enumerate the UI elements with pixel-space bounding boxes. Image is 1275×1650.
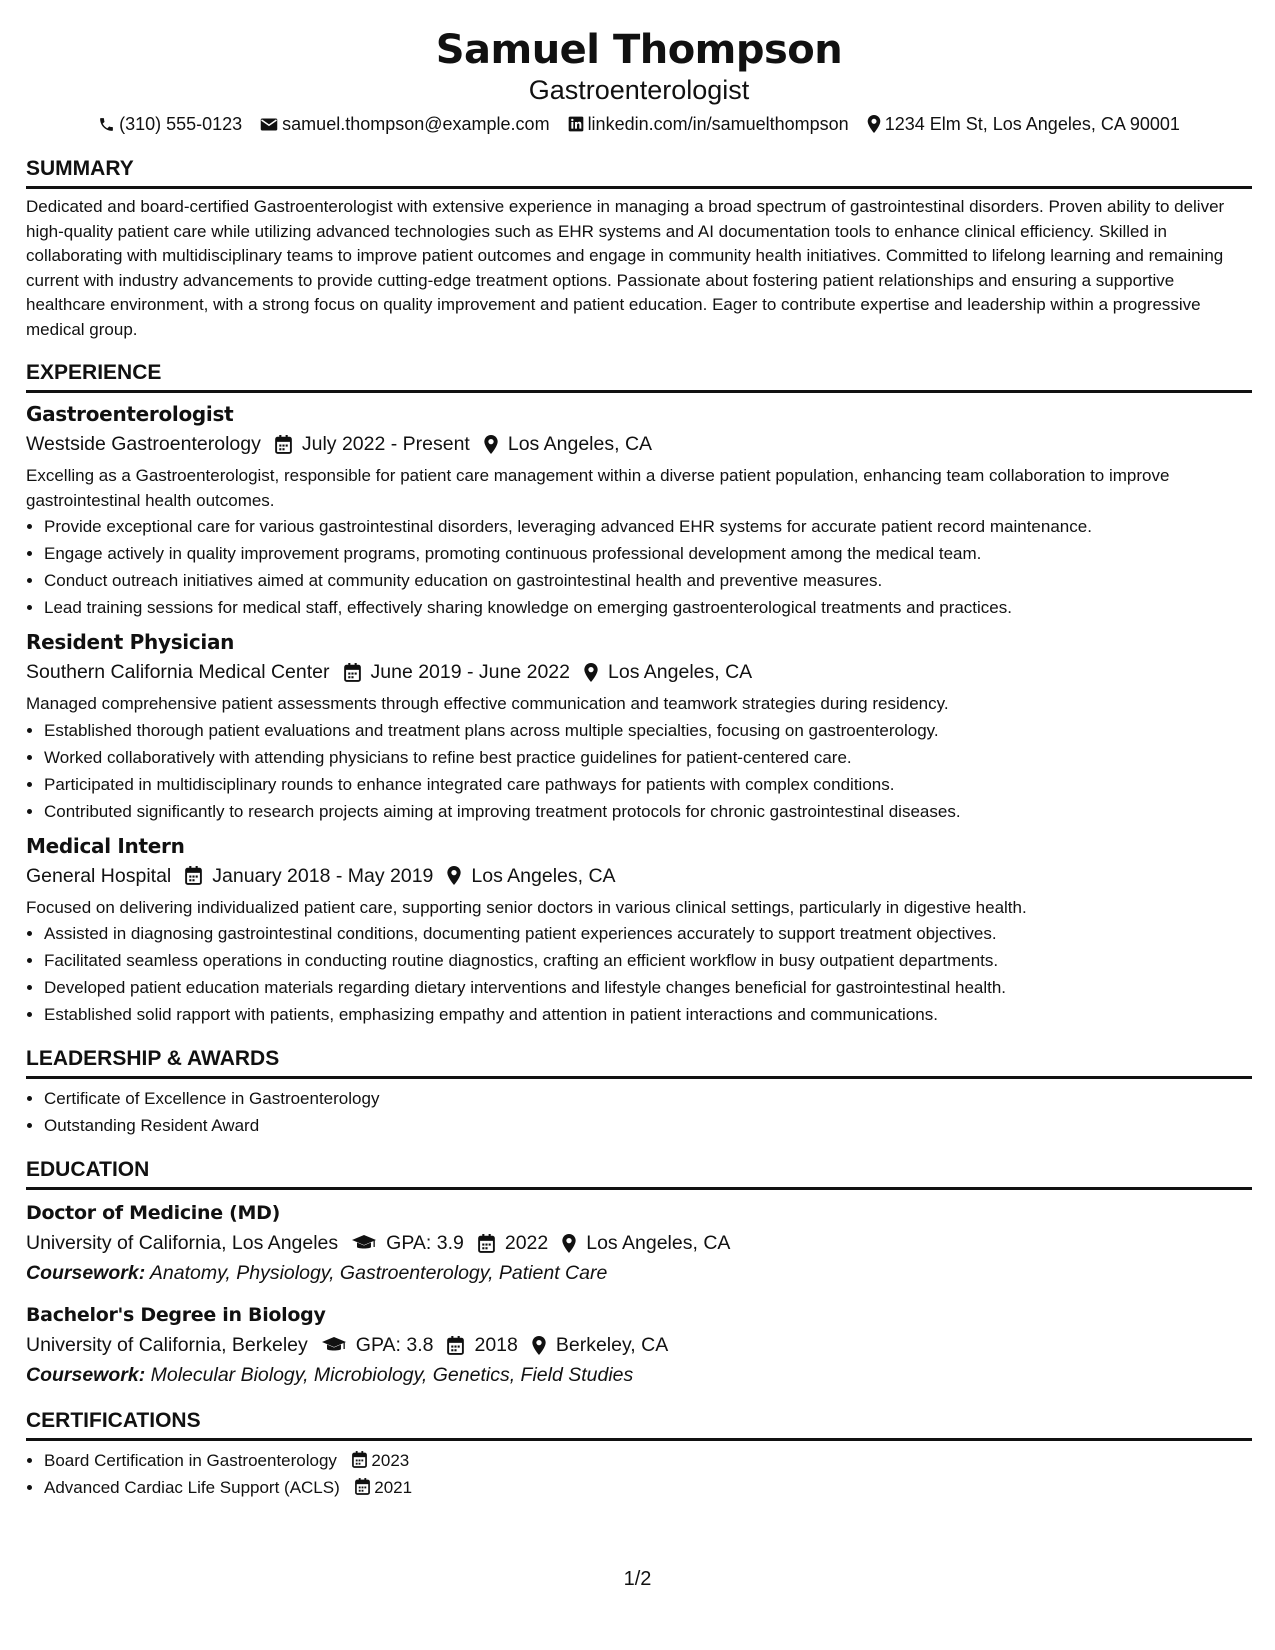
- job-meta: [26, 657, 1252, 687]
- phone-text: (310) 555-0123: [119, 114, 243, 134]
- map-marker-icon: [562, 1234, 576, 1253]
- job-description: Excelling as a Gastroenterologist, responsible for patient care management within a diverse patient population, enhancing team collaboration to improve gastrointestinal health outcomes.: [26, 466, 1170, 510]
- contact-email[interactable]: [260, 112, 549, 136]
- contact-phone: [98, 112, 242, 136]
- list-item: [44, 1447, 1252, 1474]
- map-marker-icon: [484, 435, 498, 454]
- graduation-year: 2018: [474, 1334, 518, 1356]
- job-bullets: [26, 920, 1252, 1028]
- list-item: • Contributed significantly to research projects aiming at improving treatment protocols for chronic gastrointestinal diseases.: [44, 798, 1252, 825]
- certifications-list: [26, 1447, 1252, 1501]
- list-item: • Certificate of Excellence in Gastroenterology: [44, 1085, 1252, 1112]
- contact-row: [26, 112, 1252, 136]
- gpa: GPA: 3.8: [355, 1334, 434, 1356]
- awards-section: [26, 1046, 1252, 1139]
- list-item: • Engage actively in quality improvement programs, promoting continuous professional development among the medical team.: [44, 540, 1252, 567]
- awards-list: [26, 1085, 1252, 1139]
- degree-title: Bachelor's Degree in Biology: [26, 1304, 326, 1326]
- calendar-icon: [355, 1478, 370, 1495]
- map-marker-icon: [447, 866, 461, 885]
- job-dates: July 2022 - Present: [301, 433, 470, 455]
- candidate-name: Samuel Thompson: [435, 27, 843, 73]
- list-item: • Outstanding Resident Award: [44, 1112, 1252, 1139]
- job-title: Gastroenterologist: [26, 402, 234, 426]
- education-section: [26, 1157, 1252, 1390]
- job-location: Los Angeles, CA: [471, 864, 616, 887]
- job-location: Los Angeles, CA: [507, 433, 653, 455]
- section-title-awards: LEADERSHIP & AWARDS: [26, 1046, 1252, 1079]
- job-entry: [26, 627, 1252, 825]
- coursework-list: Anatomy, Physiology, Gastroenterology, Patient Care: [149, 1262, 608, 1284]
- list-item: • Established solid rapport with patients, emphasizing empathy and attention in patient interactions and communications.: [44, 1001, 1252, 1028]
- list-item: • Conduct outreach initiatives aimed at community education on gastrointestinal health and preventive measures.: [44, 567, 1252, 594]
- job-organization: Southern California Medical Center: [26, 661, 330, 683]
- map-marker-icon: [584, 663, 598, 682]
- coursework: [26, 1258, 1252, 1288]
- education-entry: [26, 1198, 1252, 1288]
- job-dates: June 2019 - June 2022: [370, 661, 570, 683]
- summary-text: Dedicated and board-certified Gastroenterologist with extensive experience in managing a broad spectrum of gastrointestinal disorders. Proven ability to deliver high-quality patient care while utilizing advanced technologies such as EHR systems and AI documentation tools to enhance clinical efficiency. Skilled in collaborating with multidisciplinary teams to improve patient outcomes and engage in community health initiatives. Committed to lifelong learning and remaining current with industry advancements to provide cutting-edge treatment options. Passionate about fostering patient relationships and ensuring a supportive healthcare environment, with a strong focus on quality improvement and patient education. Eager to contribute expertise and leadership within a progressive medical group.: [26, 197, 1225, 339]
- calendar-icon: [478, 1234, 495, 1253]
- certifications-section: [26, 1408, 1252, 1501]
- job-description: Managed comprehensive patient assessments through effective communication and teamwork strategies during residency.: [26, 694, 949, 713]
- list-item: • Established thorough patient evaluations and treatment plans across multiple specialties, focusing on gastroenterology.: [44, 717, 1252, 744]
- list-item: • Developed patient education materials regarding dietary interventions and lifestyle changes beneficial for gastrointestinal health.: [44, 974, 1252, 1001]
- job-entry: [26, 831, 1252, 1029]
- gpa: GPA: 3.9: [386, 1232, 464, 1254]
- list-item: • Participated in multidisciplinary rounds to enhance integrated care pathways for patients with complex conditions.: [44, 771, 1252, 798]
- job-dates: January 2018 - May 2019: [212, 864, 434, 887]
- list-item: • Assisted in diagnosing gastrointestinal conditions, documenting patient experiences accurately to support treatment objectives.: [44, 920, 1252, 947]
- contact-address: [867, 112, 1180, 136]
- page-number: 1/2: [623, 1568, 652, 1590]
- calendar-icon: [344, 663, 361, 682]
- section-title-experience: EXPERIENCE: [26, 360, 1252, 393]
- calendar-icon: [185, 866, 202, 885]
- job-bullets: [26, 513, 1252, 621]
- email-text[interactable]: samuel.thompson@example.com: [282, 114, 550, 134]
- address-text: 1234 Elm St, Los Angeles, CA 90001: [884, 114, 1180, 134]
- certification-name: Advanced Cardiac Life Support (ACLS): [44, 1478, 340, 1497]
- candidate-title: Gastroenterologist: [528, 75, 750, 105]
- contact-linkedin[interactable]: [568, 112, 849, 136]
- education-meta: [26, 1228, 1252, 1258]
- job-title: Resident Physician: [26, 630, 235, 654]
- job-organization: General Hospital: [26, 864, 172, 887]
- calendar-icon: [275, 435, 292, 454]
- section-title-summary: SUMMARY: [26, 156, 1252, 189]
- linkedin-text[interactable]: linkedin.com/in/samuelthompson: [587, 114, 849, 134]
- job-description: Focused on delivering individualized patient care, supporting senior doctors in various clinical settings, particularly in digestive health.: [26, 897, 1027, 917]
- map-marker-icon: [532, 1336, 546, 1355]
- resume-header: [26, 0, 1252, 136]
- section-title-education: EDUCATION: [26, 1157, 1252, 1190]
- job-bullets: [26, 717, 1252, 825]
- phone-icon: [98, 116, 115, 133]
- degree-title: Doctor of Medicine (MD): [26, 1202, 280, 1224]
- education-entry: [26, 1300, 1252, 1390]
- list-item: • Facilitated seamless operations in conducting routine diagnostics, crafting an efficient workflow in busy outpatient departments.: [44, 947, 1252, 974]
- job-title: Medical Intern: [26, 833, 185, 858]
- school-location: Berkeley, CA: [555, 1334, 669, 1356]
- graduation-year: 2022: [504, 1232, 549, 1254]
- certification-name: Board Certification in Gastroenterology: [44, 1451, 337, 1470]
- calendar-icon: [447, 1336, 464, 1355]
- graduation-cap-icon: [322, 1337, 346, 1353]
- calendar-icon: [352, 1451, 367, 1468]
- coursework-label: Coursework:: [26, 1364, 146, 1386]
- job-meta: [26, 429, 1252, 459]
- list-item: [44, 1474, 1252, 1501]
- certification-year: 2023: [371, 1451, 410, 1470]
- resume-page: [26, 0, 1252, 1501]
- job-location: Los Angeles, CA: [608, 661, 753, 683]
- coursework-list: Molecular Biology, Microbiology, Genetics, Field Studies: [150, 1364, 634, 1386]
- certification-year: 2021: [374, 1478, 413, 1497]
- job-meta: [26, 861, 1252, 891]
- school-location: Los Angeles, CA: [586, 1232, 731, 1254]
- school-name: University of California, Los Angeles: [26, 1232, 339, 1254]
- coursework-label: Coursework:: [26, 1262, 146, 1284]
- section-title-certifications: CERTIFICATIONS: [26, 1408, 1252, 1441]
- list-item: • Lead training sessions for medical staff, effectively sharing knowledge on emerging gastroenterological treatments and practices.: [44, 594, 1252, 621]
- job-organization: Westside Gastroenterology: [26, 433, 261, 455]
- list-item: • Worked collaboratively with attending physicians to refine best practice guidelines for patient-centered care.: [44, 744, 1252, 771]
- map-marker-icon: [867, 115, 881, 133]
- list-item: • Provide exceptional care for various gastrointestinal disorders, leveraging advanced EHR systems for accurate patient record maintenance.: [44, 513, 1252, 540]
- linkedin-icon: [568, 116, 584, 132]
- job-entry: [26, 399, 1252, 621]
- coursework: [26, 1360, 1252, 1390]
- envelope-icon: [260, 117, 278, 132]
- school-name: University of California, Berkeley: [26, 1334, 308, 1356]
- summary-section: [26, 156, 1252, 342]
- education-meta: [26, 1330, 1252, 1360]
- experience-section: [26, 360, 1252, 1028]
- graduation-cap-icon: [352, 1235, 376, 1251]
